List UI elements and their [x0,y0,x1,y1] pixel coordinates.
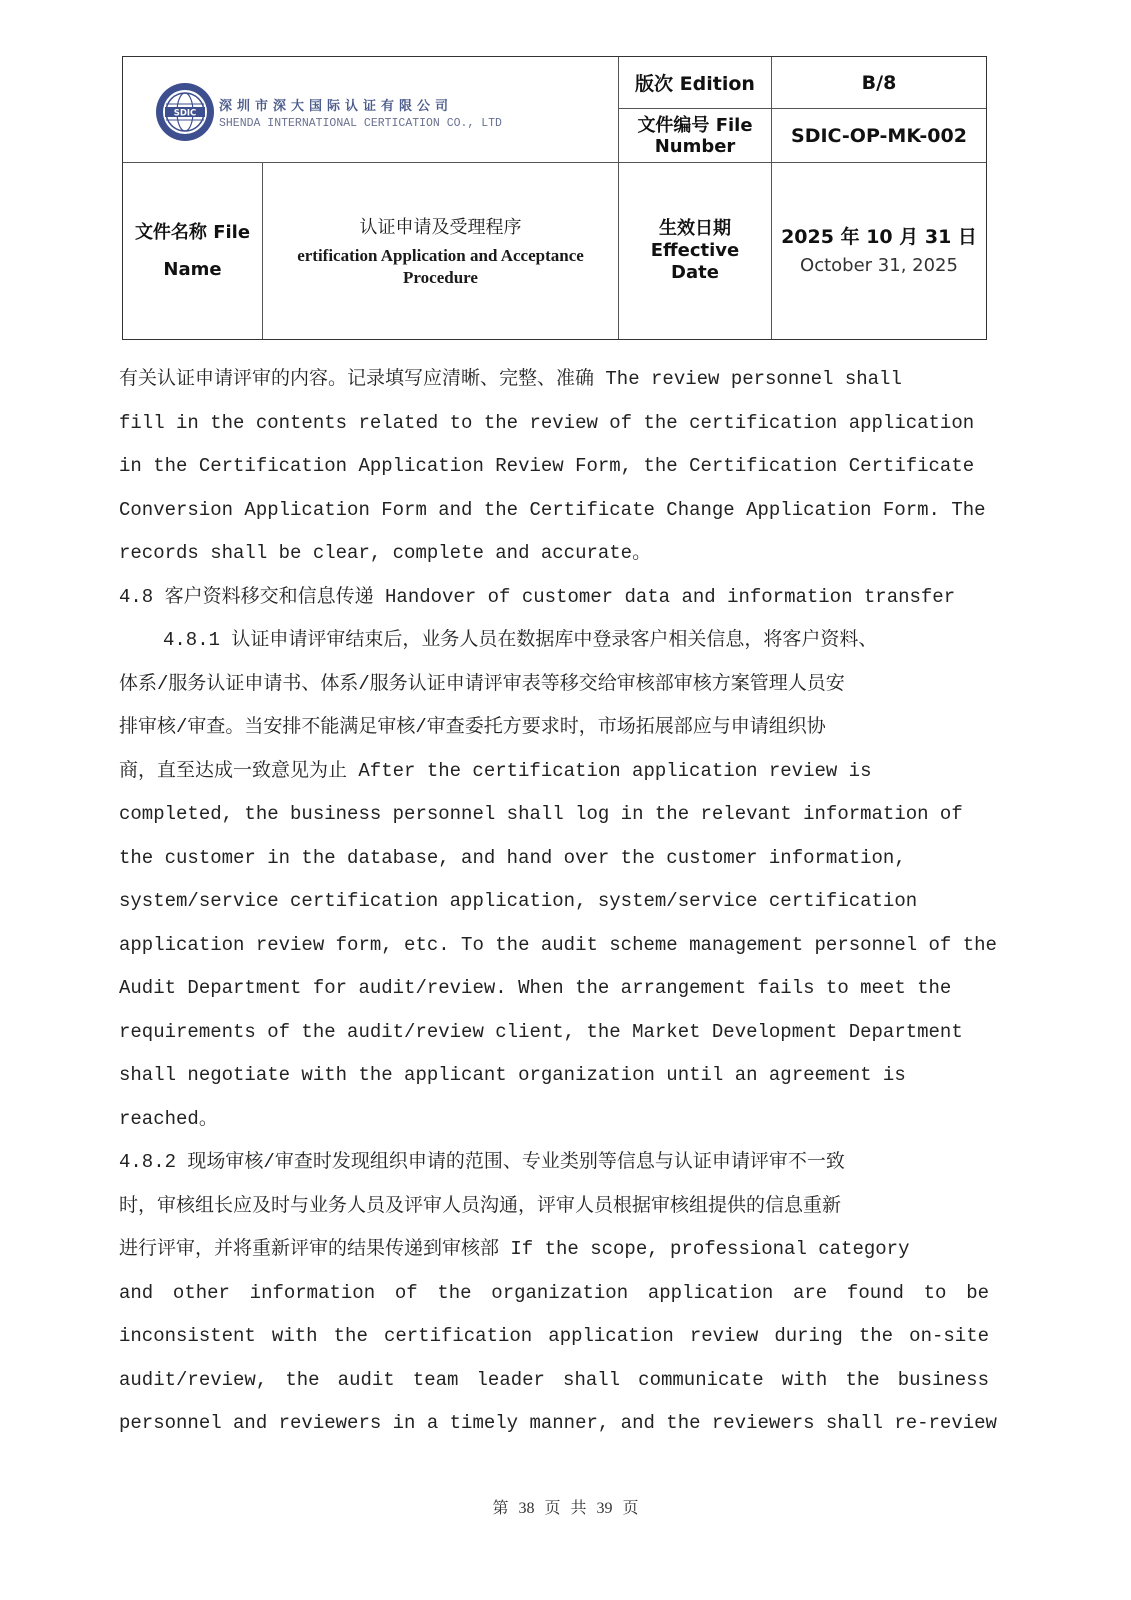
clause-4-8-2: 4.8.2 现场审核/审查时发现组织申请的范围、专业类别等信息与认证申请评审不一致 [119,1151,845,1173]
effective-date-cn: 2025 年 10 月 31 日 [781,226,977,248]
file-name-label-line1: 文件名称 File [134,222,251,243]
body-line: shall negotiate with the applicant organization until an agreement is [119,1064,906,1086]
company-logo-block [153,82,502,142]
edition-value [772,57,986,108]
body-line: 商，直至达成一致意见为止 After the certification application review is [119,759,872,782]
file-name-label-line2: Name [163,259,222,280]
edition-label [619,57,771,108]
body-line: fill in the contents related to the review of the certification application [119,411,975,434]
body-line: 排审核/审查。当安排不能满足审核/审查委托方要求时，市场拓展部应与申请组织协 [119,716,826,738]
file-number-value-text: SDIC-OP-MK-002 [791,124,967,147]
company-name-en: SHENDA INTERNATIONAL CERTICATION CO., LTD [219,116,502,130]
body-line: Conversion Application Form and the Certificate Change Application Form. The [119,498,986,521]
file-name-cn: 认证申请及受理程序 [359,217,522,237]
effective-date-label-line2: Effective [650,240,740,261]
edition-value-text: B/8 [861,71,897,94]
file-number-label-line1: 文件编号 File [637,114,753,136]
body-line: 有关认证申请评审的内容。记录填写应清晰、完整、准确 The review personnel shall [119,368,902,390]
body-line: Audit Department for audit/review. When the arrangement fails to meet the [119,977,952,999]
document-header-table [122,56,987,340]
body-line: records shall be clear, complete and accurate。 [119,542,652,564]
body-line: inconsistent with the certification application review during the on-site [119,1325,989,1347]
svg-text:SDIC: SDIC [173,108,197,119]
effective-date-value [772,163,986,339]
body-line: 体系/服务认证申请书、体系/服务认证申请评审表等移交给审核部审核方案管理人员安 [119,672,845,695]
file-number-label [619,109,771,162]
effective-date-label-line1: 生效日期 [659,218,731,239]
body-line: application review form, etc. To the audit scheme management personnel of the [119,933,997,956]
company-name-cn: 深圳市深大国际认证有限公司 [219,98,454,114]
body-line: the customer in the database, and hand over the customer information, [119,846,906,869]
body-line: in the Certification Application Review Form, the Certification Certificate [119,455,975,477]
body-line: audit/review, the audit team leader shall communicate with the business [119,1368,989,1391]
body-line: system/service certification application, system/service certification [119,890,918,912]
sdic-globe-logo-icon [153,82,217,142]
body-line: personnel and reviewers in a timely manner, and the reviewers shall re-review [119,1412,997,1434]
file-number-label-line2: Number [654,135,736,157]
section-heading-4-8: 4.8 客户资料移交和信息传递 Handover of customer data and information transfer [119,585,956,608]
file-name-en-line2: Procedure [403,268,478,287]
file-name-value [263,163,618,339]
body-line: and other information of the organization application are found to be [119,1281,989,1304]
body-line: 进行评审，并将重新评审的结果传递到审核部 If the scope, professional category [119,1238,910,1260]
clause-4-8-1: 4.8.1 认证申请评审结束后，业务人员在数据库中登录客户相关信息，将客户资料、 [163,629,878,651]
file-name-en-line1: ertification Application and Acceptance [297,246,584,265]
body-line: completed, the business personnel shall log in the relevant information of [119,803,963,825]
edition-label-text: 版次 Edition [635,73,755,95]
file-number-value [772,109,986,162]
effective-date-en: October 31, 2025 [800,255,958,276]
file-name-label [123,163,262,339]
effective-date-label [619,163,771,339]
body-line: 时，审核组长应及时与业务人员及评审人员沟通，评审人员根据审核组提供的信息重新 [119,1194,842,1217]
effective-date-label-line3: Date [671,262,719,283]
body-line: requirements of the audit/review client, the Market Development Department [119,1020,963,1043]
page-number-footer: 第 38 页 共 39 页 [492,1500,639,1517]
body-line: reached。 [119,1107,218,1130]
